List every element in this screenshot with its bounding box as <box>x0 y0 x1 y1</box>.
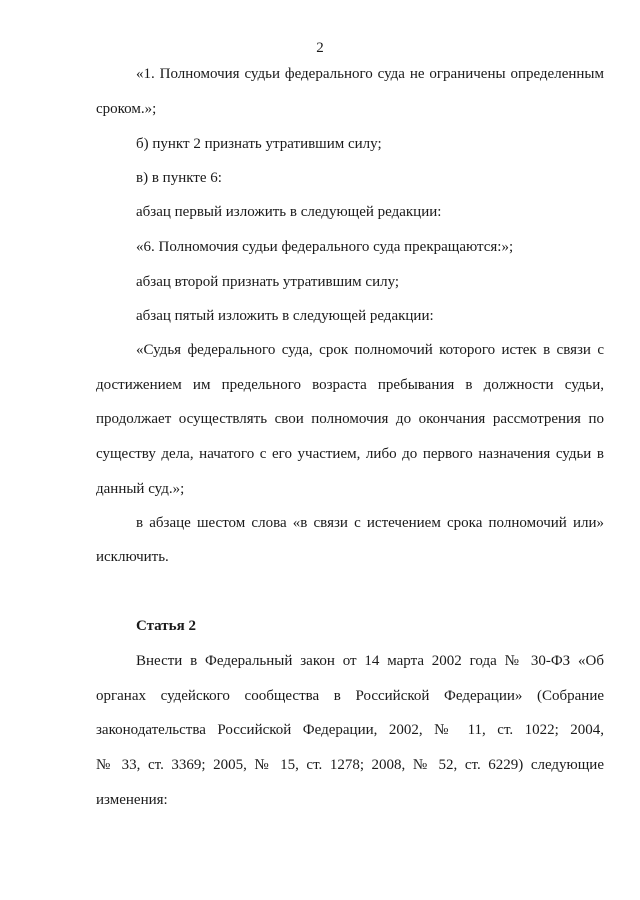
paragraph-line: достижением им предельного возраста пребывания в должности судьи, <box>96 377 604 393</box>
paragraph-line: изменения: <box>96 792 168 808</box>
page-number: 2 <box>316 40 324 56</box>
paragraph-line: данный суд.»; <box>96 481 185 497</box>
paragraph-line: Внести в Федеральный закон от 14 марта 2002 года № 30-ФЗ «Об <box>136 653 604 669</box>
paragraph-line: № 33, ст. 3369; 2005, № 15, ст. 1278; 2008, № 52, ст. 6229) следующие <box>96 757 604 773</box>
paragraph-line: абзац пятый изложить в следующей редакции: <box>136 308 434 324</box>
paragraph-line: органах судейского сообщества в Российской Федерации» (Собрание <box>96 688 604 704</box>
paragraph-line: «6. Полномочия судьи федерального суда прекращаются:»; <box>136 239 514 255</box>
paragraph-line: абзац первый изложить в следующей редакции: <box>136 204 442 220</box>
paragraph-line: существу дела, начатого с его участием, либо до первого назначения судьи в <box>96 446 604 462</box>
paragraph-line: абзац второй признать утратившим силу; <box>136 274 400 290</box>
paragraph-line: продолжает осуществлять свои полномочия до окончания рассмотрения по <box>96 411 604 427</box>
paragraph-line: «1. Полномочия судьи федерального суда не ограничены определенным <box>136 66 604 82</box>
article-heading: Статья 2 <box>136 618 196 634</box>
paragraph-line: «Судья федерального суда, срок полномочий которого истек в связи с <box>136 342 604 358</box>
paragraph-line: сроком.»; <box>96 101 157 117</box>
paragraph-line: б) пункт 2 признать утратившим силу; <box>136 136 382 152</box>
paragraph-line: в) в пункте 6: <box>136 170 222 186</box>
paragraph-line: в абзаце шестом слова «в связи с истечением срока полномочий или» <box>136 515 604 531</box>
paragraph-line: исключить. <box>96 549 169 565</box>
paragraph-line: законодательства Российской Федерации, 2002, № 11, ст. 1022; 2004, <box>96 722 604 738</box>
